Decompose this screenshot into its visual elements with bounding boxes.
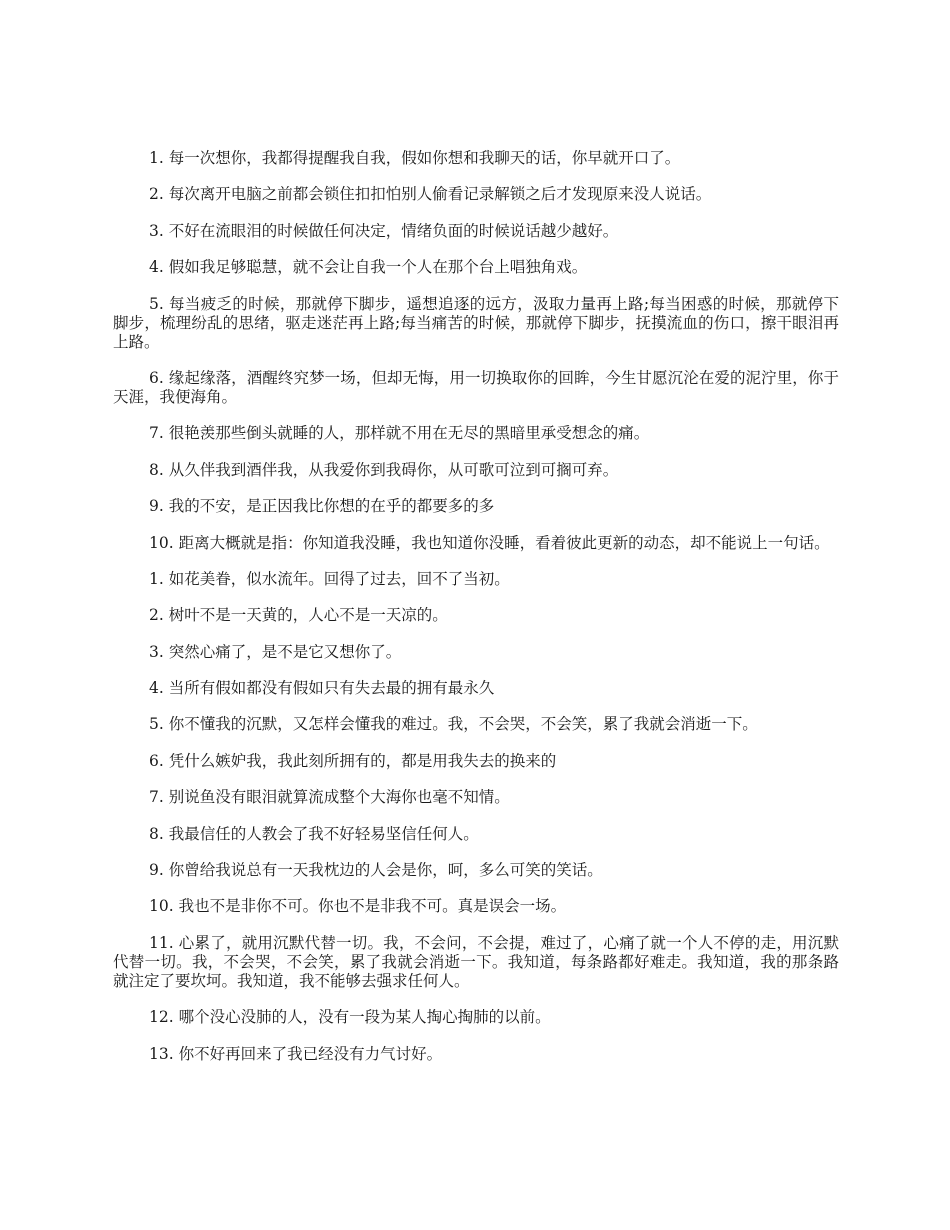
paragraph: 5. 你不懂我的沉默，又怎样会懂我的难过。我，不会哭，不会笑，累了我就会消逝一下。 <box>149 715 758 734</box>
paragraph: 8. 我最信任的人教会了我不好轻易坚信任何人。 <box>149 824 479 843</box>
paragraph: 7. 很艳羡那些倒头就睡的人，那样就不用在无尽的黑暗里承受想念的痛。 <box>149 424 650 443</box>
paragraph: 9. 我的不安，是正因我比你想的在乎的都要多的多 <box>149 497 495 516</box>
paragraph: 4. 假如我足够聪慧，就不会让自我一个人在那个台上唱独角戏。 <box>149 258 588 277</box>
paragraph: 2. 每次离开电脑之前都会锁住扣扣怕别人偷看记录解锁之后才发现原来没人说话。 <box>149 185 712 204</box>
paragraph: 11. 心累了，就用沉默代替一切。我，不会问，不会提，难过了，心痛了就一个人不停的走，用沉默代替一切。我，不会哭，不会笑，累了我就会消逝一下。我知道，每条路都好难走。我知道，我的那条路就注定了要坎坷。我知道，我不能够去强求任何人。 <box>113 933 839 990</box>
paragraph: 9. 你曾给我说总有一天我枕边的人会是你，呵，多么可笑的笑话。 <box>149 861 603 880</box>
paragraph: 5. 每当疲乏的时候，那就停下脚步，遥想追逐的远方，汲取力量再上路;每当困惑的时候，那就停下脚步，梳理纷乱的思绪，驱走迷茫再上路;每当痛苦的时候，那就停下脚步，抚摸流血的伤口，擦干眼泪再上路。 <box>113 294 839 351</box>
paragraph: 10. 距离大概就是指：你知道我没睡，我也知道你没睡，看着彼此更新的动态，却不能说上一句话。 <box>149 533 830 552</box>
paragraph: 13. 你不好再回来了我已经没有力气讨好。 <box>149 1044 443 1063</box>
paragraph: 1. 如花美眷，似水流年。回得了过去，回不了当初。 <box>149 569 510 588</box>
paragraph: 7. 别说鱼没有眼泪就算流成整个大海你也毫不知情。 <box>149 788 510 807</box>
paragraph: 3. 突然心痛了，是不是它又想你了。 <box>149 642 402 661</box>
paragraph: 8. 从久伴我到酒伴我，从我爱你到我碍你，从可歌可泣到可搁可弃。 <box>149 460 619 479</box>
paragraph: 4. 当所有假如都没有假如只有失去最的拥有最永久 <box>149 679 495 698</box>
paragraph: 12. 哪个没心没肺的人，没有一段为某人掏心掏肺的以前。 <box>149 1008 551 1027</box>
paragraph: 6. 缘起缘落，酒醒终究梦一场，但却无悔，用一切换取你的回眸，今生甘愿沉沦在爱的泥泞里，你于天涯，我便海角。 <box>113 368 839 406</box>
paragraph: 1. 每一次想你，我都得提醒我自我，假如你想和我聊天的话，你早就开口了。 <box>149 149 681 167</box>
paragraph: 3. 不好在流眼泪的时候做任何决定，情绪负面的时候说话越少越好。 <box>149 221 619 240</box>
paragraph: 2. 树叶不是一天黄的，人心不是一天凉的。 <box>149 606 448 625</box>
paragraph: 6. 凭什么嫉妒我，我此刻所拥有的，都是用我失去的换来的 <box>149 751 557 770</box>
paragraph: 10. 我也不是非你不可。你也不是非我不可。真是误会一场。 <box>149 897 567 916</box>
document-body <box>113 149 839 1081</box>
